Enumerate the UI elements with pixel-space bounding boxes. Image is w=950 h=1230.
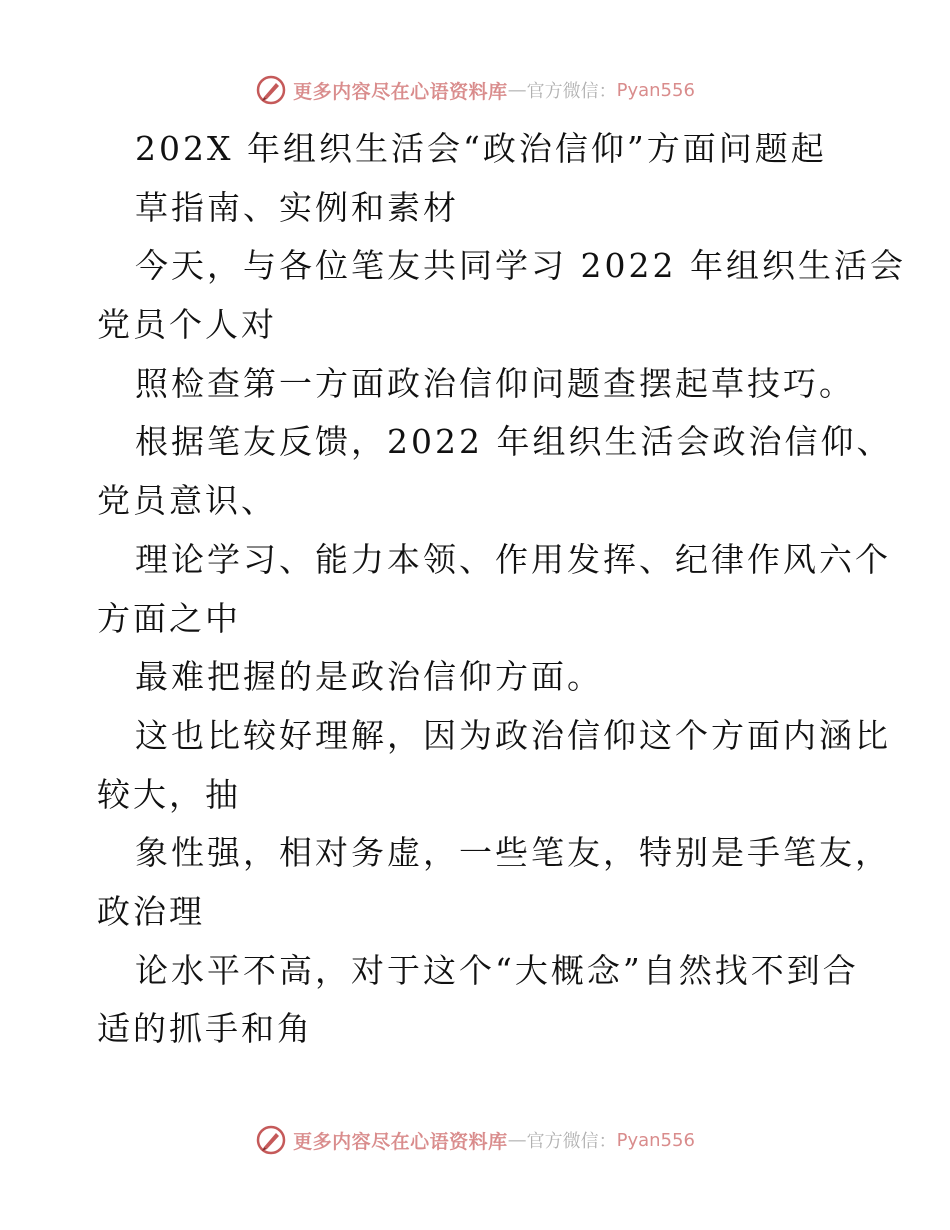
watermark-separator: — (507, 79, 527, 101)
text-line: 政治理 (97, 891, 205, 931)
watermark-wechat-id: Pyan556 (616, 79, 695, 101)
text-line: 象性强，相对务虚，一些笔友，特别是手笔友， (135, 833, 891, 873)
text-line: 202X 年组织生活会“政治信仰”方面问题起 (135, 129, 827, 168)
text-line: 这也比较好理解，因为政治信仰这个方面内涵比 (135, 715, 891, 755)
text-line: 理论学习、能力本领、作用发挥、纪律作风六个 (135, 539, 891, 579)
text-line: 方面之中 (97, 598, 241, 638)
pen-logo-icon (255, 1124, 287, 1156)
footer-watermark (0, 1120, 950, 1160)
text-line: 适的抓手和角 (97, 1009, 313, 1049)
text-line: 草指南、实例和素材 (135, 187, 459, 227)
text-line: 今天，与各位笔友共同学习 2022 年组织生活会 (135, 246, 906, 286)
watermark-separator: — (507, 1129, 527, 1151)
document-body (97, 120, 906, 1059)
text-line: 党员意识、 (97, 481, 277, 521)
text-line: 照检查第一方面政治信仰问题查摆起草技巧。 (135, 363, 855, 403)
watermark-wechat-label: 官方微信： (526, 81, 617, 102)
watermark-wechat-id: Pyan556 (616, 1129, 695, 1151)
text-line: 较大，抽 (97, 774, 241, 814)
watermark-brand-text: 更多内容尽在心语资料库 (293, 80, 508, 103)
text-line: 最难把握的是政治信仰方面。 (135, 657, 603, 697)
header-watermark (0, 70, 950, 110)
text-line: 论水平不高，对于这个“大概念”自然找不到合 (135, 950, 859, 990)
watermark-brand-text: 更多内容尽在心语资料库 (293, 1130, 508, 1153)
pen-logo-icon (255, 74, 287, 106)
text-line: 党员个人对 (97, 305, 277, 345)
watermark-wechat-label: 官方微信： (526, 1131, 617, 1152)
text-line: 根据笔友反馈，2022 年组织生活会政治信仰、 (135, 422, 893, 462)
